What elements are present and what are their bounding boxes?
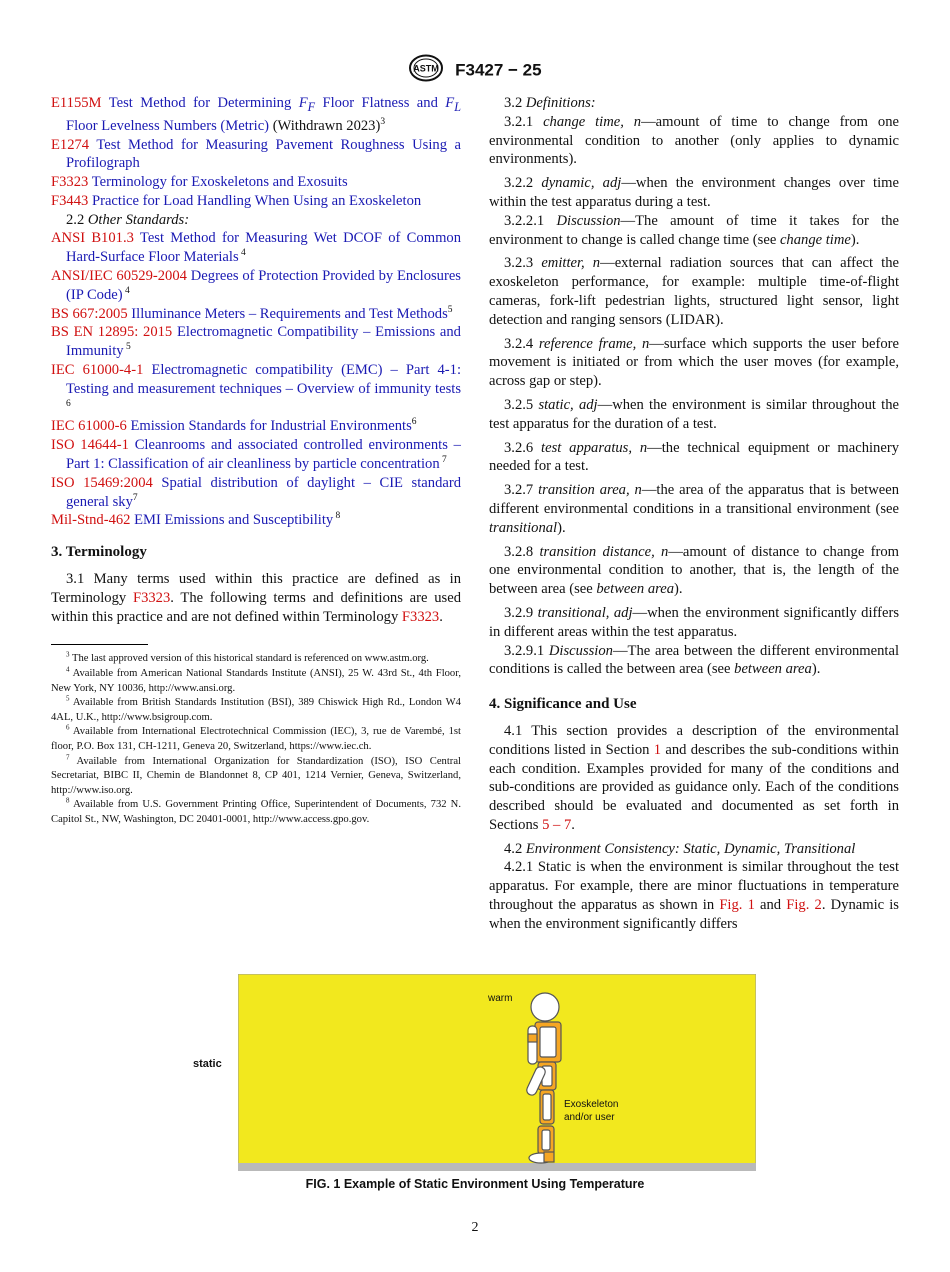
document-id: F3427 − 25 [455, 60, 542, 80]
section-4-heading: 4. Significance and Use [489, 696, 637, 713]
link-f3323-2[interactable]: F3323 [401, 608, 440, 625]
figure-caption: FIG. 1 Example of Static Environment Using Temperature [305, 1177, 645, 1191]
reference-iec-61000-6[interactable]: IEC 61000-6 Emission Standards for Industrial Environments$^6$ [51, 417, 417, 435]
definition-static: 3.2.5 static, adj—when the environment is similar throughout the test apparatus for the duration of a test. [489, 396, 899, 432]
reference-bs-667[interactable]: BS 667:2005 Illuminance Meters – Requirements and Test Methods$^5$ [51, 304, 453, 322]
reference-f3323[interactable]: F3323 Terminology for Exoskeletons and Exosuits [51, 174, 348, 191]
paragraph-4-2-1: 4.2.1 Static is when the environment is similar throughout the test apparatus. For example, there are minor fluctuations in temperature throughout the apparatus as shown in Fig. 1 and Fig. 2. Dynamic is when the environment significantly differs [489, 859, 899, 932]
figure-arm [528, 1026, 537, 1064]
reference-iso-15469[interactable]: ISO 15469:2004 Spatial distribution of daylight – CIE standard general sky$^7$ [51, 474, 461, 510]
reference-e1274[interactable]: E1274 Test Method for Measuring Pavement Roughness Using a Profilograph [51, 136, 461, 172]
reference-iec-61000-4-1[interactable]: IEC 61000-4-1 Electromagnetic compatibility (EMC) – Part 4-1: Testing and measurement techniques – Overview of immunity tests $^6$ [51, 362, 461, 409]
definition-change-time: 3.2.1 change time, n—amount of time to change from one environmental condition to another (only applies to dynamic environments). [489, 113, 899, 168]
link-sections-5-7[interactable]: 5 – 7 [542, 816, 572, 833]
footnote-divider [51, 644, 148, 645]
link-fig-1[interactable]: Fig. 1 [719, 897, 755, 914]
footnote-5: $^5$ Available from British Standards Institution (BSI), 389 Chiswick High Rd., London W4 4AL, U.K., http://www.bsigroup.com. [51, 694, 461, 723]
definition-transition-distance: 3.2.8 transition distance, n—amount of distance to change from one environmental condition to another, that is, the length of the between area (see between area). [489, 543, 899, 598]
footnote-4: $^4$ Available from American National Standards Institute (ANSI), 25 W. 43rd St., 4th Floor, New York, NY 10036, http://www.ansi.org. [51, 665, 461, 694]
right-column [489, 94, 899, 934]
definition-test-apparatus: 3.2.6 test apparatus, n—the technical equipment or machinery needed for a test. [489, 439, 899, 475]
reference-mil-stnd-462[interactable]: Mil-Stnd-462 EMI Emissions and Susceptibility $^8$ [51, 511, 341, 529]
discussion-transitional: 3.2.9.1 Discussion—The area between the different environmental conditions is called the between area (see between area). [489, 642, 900, 678]
figure-torso-inner [540, 1027, 556, 1057]
reference-ansi-iec-60529[interactable]: ANSI/IEC 60529-2004 Degrees of Protection Provided by Enclosures (IP Code) $^4$ [51, 268, 461, 303]
figure-head [531, 993, 559, 1021]
link-section-1[interactable]: 1 [653, 741, 662, 758]
paragraph-4-2-heading: 4.2 Environment Consistency: Static, Dynamic, Transitional [504, 840, 856, 857]
reference-iso-14644-1[interactable]: ISO 14644-1 Cleanrooms and associated controlled environments – Part 1: Classification of air cleanliness by particle concentration $^7$ [51, 437, 461, 473]
link-f3323[interactable]: F3323 [132, 589, 171, 606]
astm-logo-icon [408, 54, 444, 87]
definition-transitional: 3.2.9 transitional, adj—when the environment significantly differs in different areas within the test apparatus. [489, 604, 899, 640]
reference-ansi-b101-3[interactable]: ANSI B101.3 Test Method for Measuring Wet DCOF of Common Hard-Surface Floor Materials $^4$ [51, 230, 462, 266]
footnote-6: $^6$ Available from International Electrotechnical Commission (IEC), 3, rue de Varembé, 1st floor, P.O. Box 131, CH-1211, Geneva 20, Switzerland, https://www.iec.ch. [51, 723, 461, 752]
footnote-3: $^3$ The last approved version of this historical standard is referenced on www.astm.org. [66, 650, 429, 665]
discussion-dynamic: 3.2.2.1 Discussion—The amount of time it takes for the environment to change is called change time (see change time). [489, 212, 900, 248]
footnote-7: $^7$ Available from International Organization for Standardization (ISO), ISO Central Secretariat, BIBC II, Chemin de Blandonnet 8, CP 401, 1214 Vernier, Geneva, Switzerland, http://www.iso.org. [51, 753, 461, 796]
section-3-heading: 3. Terminology [51, 544, 147, 561]
page-number: 2 [471, 1220, 479, 1235]
page-header [0, 54, 950, 87]
figure-static-label: static [193, 1058, 222, 1070]
figure-leg-inner [543, 1094, 551, 1120]
definition-emitter: 3.2.3 emitter, n—external radiation sources that can affect the exoskeleton performance, for example: multiple time-of-flight cameras, fork-lift pedestrian lights, structured light sensor, light detection and ranging sensors (LIDAR). [489, 255, 899, 328]
definition-dynamic: 3.2.2 dynamic, adj—when the environment changes over time within the test apparatus during a test. [489, 175, 899, 210]
link-fig-2[interactable]: Fig. 2 [786, 897, 822, 914]
reference-e1155m[interactable]: E1155M Test Method for Determining $F_F$ Floor Flatness and $F_L$ Floor Levelness Numbers (Metric) (Withdrawn 2023)$^3$ [51, 95, 461, 134]
figure-shin-inner [542, 1130, 550, 1150]
paragraph-3-1: 3.1 Many terms used within this practice are defined as in Terminology F3323. The following terms and definitions are used within this practice and are not defined within Terminology F3323. [51, 571, 461, 625]
figure-floor [238, 1163, 756, 1171]
reference-f3443[interactable]: F3443 Practice for Load Handling When Using an Exoskeleton [51, 192, 422, 209]
definition-reference-frame: 3.2.4 reference frame, n—surface which supports the user before movement is initiated or from which the user moves (for example, across gap or step). [489, 335, 899, 390]
definition-transition-area: 3.2.7 transition area, n—the area of the apparatus that is between different environmental conditions in a transitional environment (see transitional). [489, 482, 899, 536]
warm-label: warm [488, 993, 513, 1004]
other-standards-heading: 2.2 Other Standards: [66, 211, 190, 228]
exo-label-line2: and/or user [564, 1112, 615, 1123]
left-column [51, 94, 461, 828]
figure-arm-brace [528, 1034, 537, 1042]
exo-label-line1: Exoskeleton [564, 1099, 619, 1110]
figure-foot-brace [544, 1152, 554, 1162]
definitions-heading: 3.2 Definitions: [504, 95, 596, 111]
reference-bs-en-12895[interactable]: BS EN 12895: 2015 Electromagnetic Compatibility – Emissions and Immunity $^5$ [51, 324, 461, 360]
footnote-8: $^8$ Available from U.S. Government Printing Office, Superintendent of Documents, 732 N. Capitol St., NW, Washington, DC 20401-0001, http://www.access.gpo.gov. [51, 796, 461, 825]
svg-text:ASTM: ASTM [413, 63, 440, 74]
paragraph-4-1: 4.1 This section provides a description of the environmental conditions listed in Section 1 and describes the sub-conditions within each condition. Examples provided for many of the conditions and sub-conditions are provided as guidance only. Each of the conditions described should be evaluated and documented as set forth in Sections 5 – 7. [489, 722, 899, 833]
figure-1 [238, 974, 756, 1171]
figure-1-illustration [238, 974, 756, 1171]
